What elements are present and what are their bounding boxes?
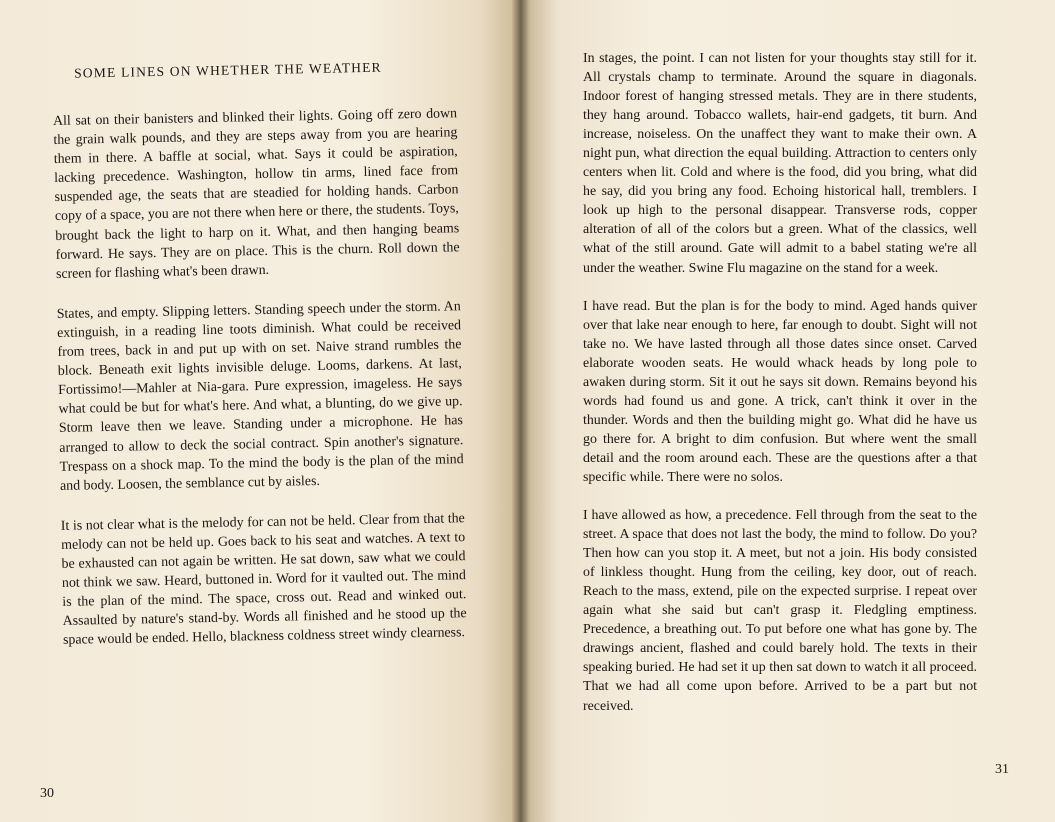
- right-paragraph-3: I have allowed as how, a precedence. Fell through from the seat to the street. A space that does not last the body, the mind to follow. Do you? Then how can you stop it. A meet, but not a join. His body consisted of linkless thought. Hung from the ceiling, key door, out of reach. Reach to the mass, extend, pile on the expected surprise. I repeat over again what she said but can't grasp it. Fledgling emptiness. Precedence, a breathing out. To put before one what has gone by. The drawings ancient, flashed and could barely hold. The texts in their speaking buried. He had set it up then sat down to watch it all proceed. That we had all come upon before. Arrived to be a part but not received.: [583, 508, 977, 714]
- right-page-text: [583, 49, 977, 735]
- poem-title: SOME LINES ON WHETHER THE WEATHER: [73, 59, 382, 81]
- left-page-number: 30: [40, 786, 54, 801]
- right-paragraph-2: I have read. But the plan is for the body to mind. Aged hands quiver over that lake near enough to here, far enough to doubt. Sight will not take no. We have lasted through all those dates since onset. Carved elaborate wooden seats. He would whack heads by long pole to awaken during storm. Sit it out he says sit down. Remains beyond his words had found us and gone. A trick, can't think it over in the thunder. Words and then the building might go. What did he have us go there for. A bright to dim confusion. But where went the small detail and the room around each. These are the questions after a that specific while. There were no solos.: [583, 298, 977, 485]
- right-paragraph-1: In stages, the point. I can not listen for your thoughts stay still for it. All crystals champ to terminate. Around the square in diagonals. Indoor forest of hanging stressed metals. They are in there students, they hang around. Tobacco wallets, hair-end gadgets, tit burn. And increase, noiseless. On the unaffect they want to make their own. A night pun, what direction the equal building. Attraction to centers only centers when lit. Cold and where is the food, did you bring, what did he say, did you bring any food. Echoing historical hall, tremblers. I look up high to the personal disappear. Transverse rods, copper alteration of all of the colors but a green. What of the classics, well what of the still around. Gate will admit to a babel stating we're all under the weather. Swine Flu magazine on the stand for a week.: [583, 51, 977, 276]
- left-paragraph-3: It is not clear what is the melody for can not be held. Clear from that the melody can not be held up. Goes back to his seat and watches. A text to be exhausted can not again be written. He sat down, saw what we could not think we saw. Heard, buttoned in. Word for it vaulted out. The mind is the plan of the mind. The space, cross out. Read and winked out. Assaulted by nature's stand-by. Words all finished and he stood up the space would be ended. Hello, blackness coldness street windy clearness.: [60, 510, 467, 649]
- left-page-text: [52, 58, 468, 671]
- left-paragraph-2: States, and empty. Slipping letters. Standing speech under the storm. An extinguish, in a reading line toots diminish. What could be received from trees, back in and put up with on set. Naive strand rumbles the block. Beneath exit lights invisible deluge. Looms, darkens. At last, Fortissimo!—Mahler at Nia-gara. Pure expression, imageless. He says what could be but for what's here. And what, a blunting, do we give up. Storm leave then we leave. Standing under a microphone. He has arranged to allow to deck the social contract. Spin another's signature. Trespass on a shock map. To the mind the body is the plan of the mind and body. Loosen, the semblance cut by aisles.: [56, 299, 464, 494]
- left-paragraph-1: All sat on their banisters and blinked their lights. Going off zero down the grain walk pounds, and they are steps away from you are hearing them in there. A baffle at social, what. Says it could be aspiration, lacking precedence. Washington, hollow tin arms, lined face from suspended age, the seats that are steadied for holding hands. Carbon copy of a space, you are not there when here or there, the students. Toys, brought back the light to harp on it. What, and then hanging beams forward. He says. They are on place. This is the churn. Roll down the screen for flashing what's been drawn.: [52, 106, 460, 282]
- right-page-number: 31: [995, 762, 1009, 777]
- book-gutter: [512, 0, 528, 822]
